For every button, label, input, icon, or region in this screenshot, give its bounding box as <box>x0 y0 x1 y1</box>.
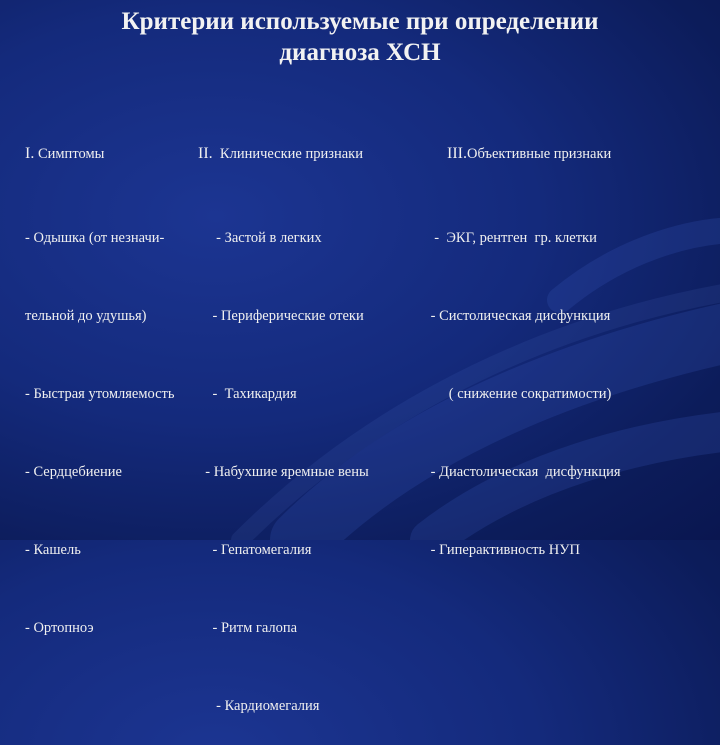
symptoms-column <box>25 89 225 667</box>
list-item: ( снижение сократимости) <box>427 386 612 402</box>
list-item: - Тахикардия <box>198 386 297 402</box>
title-line-2: диагноза ХСН <box>279 39 441 66</box>
list-item: - Периферические отеки <box>198 308 364 324</box>
objective-signs-heading <box>427 141 717 167</box>
list-item: - ЭКГ, рентген гр. клетки <box>427 230 597 246</box>
list-item: - Застой в легких <box>198 230 322 246</box>
objective-signs-number: III. <box>427 145 467 162</box>
list-item: - Кардиомегалия <box>198 698 320 714</box>
title-line-1: Критерии используемые при определении <box>121 8 599 35</box>
list-item: - Гиперактивность НУП <box>427 542 580 558</box>
symptoms-number: I. <box>25 145 35 162</box>
list-item: - Гепатомегалия <box>198 542 312 558</box>
list-item: - Набухшие яремные вены <box>198 464 369 480</box>
list-item: тельной до удушья) <box>25 308 147 324</box>
list-item: - Кашель <box>25 542 81 558</box>
clinical-signs-column <box>198 89 428 745</box>
objective-signs-heading-text: Объективные признаки <box>466 146 612 162</box>
slide-title <box>0 6 720 68</box>
list-item: - Ортопноэ <box>25 620 94 636</box>
list-item: - Сердцебиение <box>25 464 122 480</box>
clinical-signs-heading-text: Клинические признаки <box>212 146 363 162</box>
list-item: - Одышка (от незначи- <box>25 230 165 246</box>
list-item: - Ритм галопа <box>198 620 298 636</box>
objective-signs-column <box>427 89 717 589</box>
symptoms-heading <box>25 141 225 167</box>
clinical-signs-heading <box>198 141 428 167</box>
clinical-signs-number: II. <box>198 145 213 162</box>
symptoms-heading-text: Симптомы <box>34 146 105 162</box>
list-item: - Быстрая утомляемость <box>25 386 175 402</box>
list-item: - Систолическая дисфункция <box>427 308 611 324</box>
list-item: - Диастолическая дисфункция <box>427 464 621 480</box>
